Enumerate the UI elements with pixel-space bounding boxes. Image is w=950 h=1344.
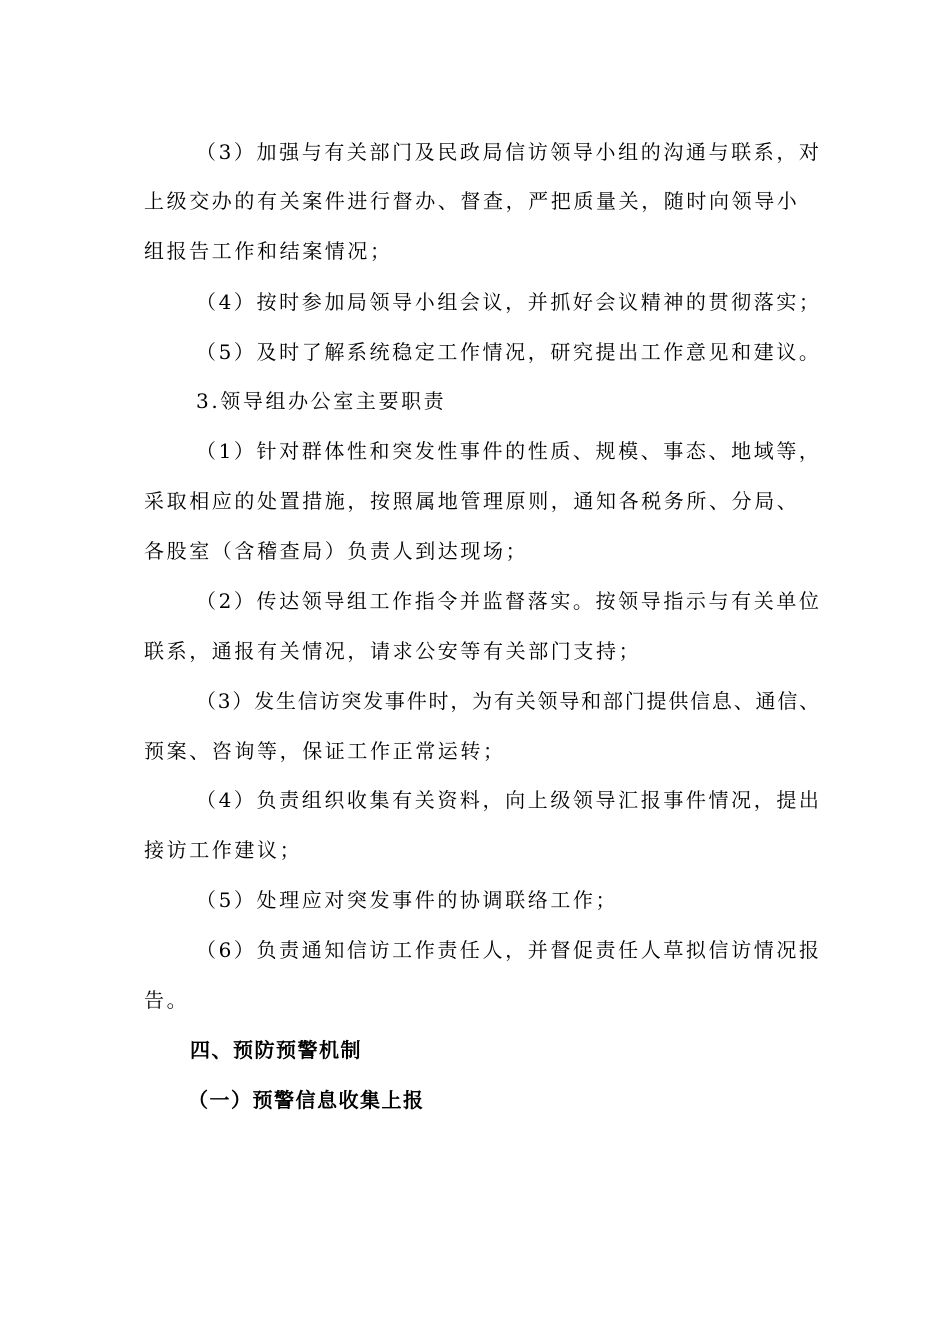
paragraph-line: （5）处理应对突发事件的协调联络工作； <box>196 888 619 912</box>
paragraph-line: （2）传达领导组工作指令并监督落实。按领导指示与有关单位 <box>196 589 822 613</box>
paragraph-line: （4）按时参加局领导小组会议，并抓好会议精神的贯彻落实； <box>196 290 822 314</box>
paragraph-line: 接访工作建议； <box>144 838 303 862</box>
paragraph-line: 告。 <box>144 988 190 1012</box>
paragraph-line: （3）加强与有关部门及民政局信访领导小组的沟通与联系，对 <box>196 140 822 164</box>
paragraph-line: 预案、咨询等，保证工作正常运转； <box>144 739 506 763</box>
paragraph-line: 采取相应的处置措施，按照属地管理原则，通知各税务所、分局、 <box>144 489 800 513</box>
section-heading: 四、预防预警机制 <box>190 1038 362 1062</box>
paragraph-line: 各股室（含稽查局）负责人到达现场； <box>144 539 529 563</box>
paragraph-line: （5）及时了解系统稳定工作情况，研究提出工作意见和建议。 <box>196 340 822 364</box>
paragraph-line: （6）负责通知信访工作责任人，并督促责任人草拟信访情况报 <box>196 938 822 962</box>
paragraph-line: 组报告工作和结案情况； <box>144 239 393 263</box>
paragraph-line: （4）负责组织收集有关资料，向上级领导汇报事件情况，提出 <box>196 788 822 812</box>
paragraph-line: 联系，通报有关情况，请求公安等有关部门支持； <box>144 639 642 663</box>
paragraph-line: （1）针对群体性和突发性事件的性质、规模、事态、地域等， <box>196 439 822 463</box>
paragraph-line: 上级交办的有关案件进行督办、督查，严把质量关，随时向领导小 <box>144 189 800 213</box>
paragraph-line: （3）发生信访突发事件时，为有关领导和部门提供信息、通信、 <box>196 689 821 713</box>
subsection-heading: （一）预警信息收集上报 <box>188 1088 425 1112</box>
section-subtitle: 3.领导组办公室主要职责 <box>196 389 447 413</box>
